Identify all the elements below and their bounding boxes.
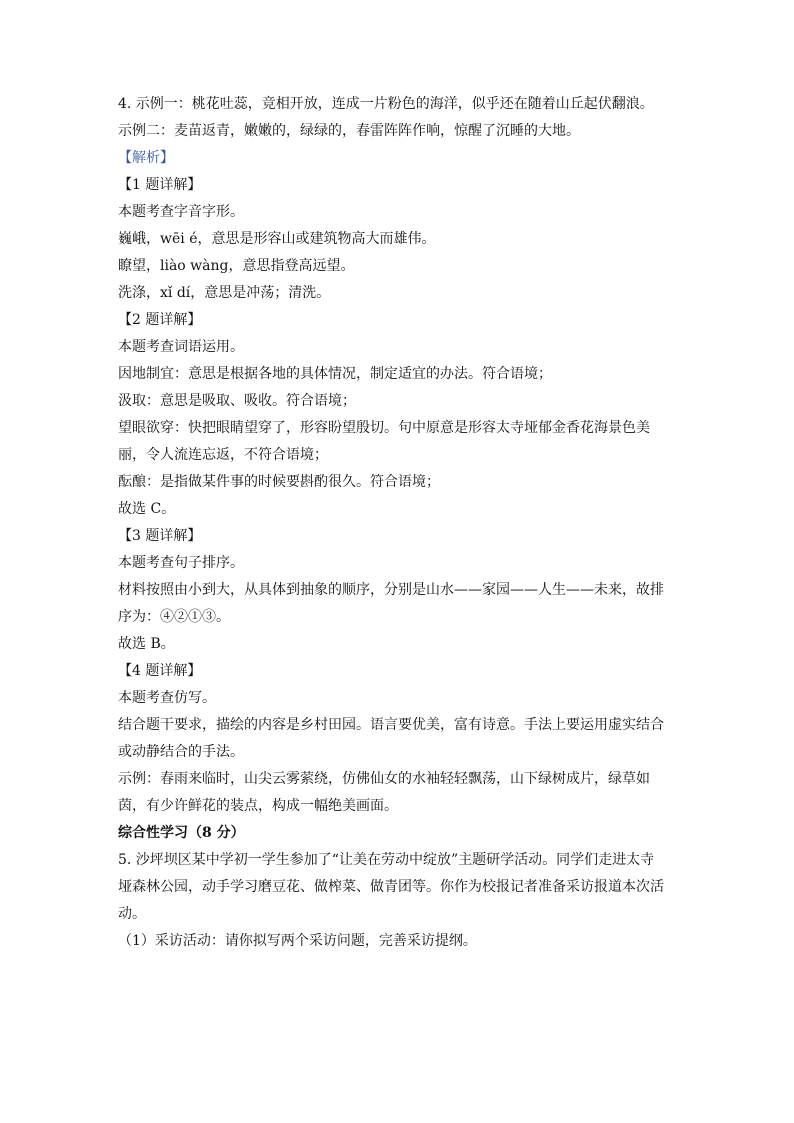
part1-heading: 【1 题详解】: [118, 177, 202, 193]
part4-intro: 本题考查仿写。: [118, 690, 216, 706]
part3-item: 故选 B。: [118, 636, 175, 652]
part2-item: 望眼欲穿：快把眼睛望穿了，形容盼望殷切。句中原意是形容太寺垭郁金香花海景色美: [118, 420, 650, 436]
part3-item: 材料按照由小到大，从具体到抽象的顺序，分别是山水——家园——人生——未来，故排: [118, 582, 664, 598]
part2-item: 酝酿：是指做某件事的时候要斟酌很久。符合语境；: [118, 474, 440, 490]
part3-heading: 【3 题详解】: [118, 528, 202, 544]
part3-intro: 本题考查句子排序。: [118, 555, 244, 571]
part2-item: 故选 C。: [118, 501, 176, 517]
part2-intro: 本题考查词语运用。: [118, 339, 244, 355]
part4-item: 或动静结合的手法。: [118, 744, 244, 760]
part1-item: 瞭望，liào wàng，意思指登高远望。: [118, 258, 355, 274]
part2-item: 因地制宜：意思是根据各地的具体情况，制定适宜的办法。符合语境；: [118, 366, 552, 382]
part4-item: 结合题干要求，描绘的内容是乡村田园。语言要优美，富有诗意。手法上要运用虚实结合: [118, 717, 664, 733]
q5-line: 5. 沙坪坝区某中学初一学生参加了“让美在劳动中绽放”主题研学活动。同学们走进太寺: [118, 852, 655, 868]
q5-sub1: （1）采访活动：请你拟写两个采访问题，完善采访提纲。: [118, 933, 477, 949]
document-page: [118, 91, 678, 955]
analysis-label: 【解析】: [118, 150, 174, 166]
q4-answer-line-1: 4. 示例一：桃花吐蕊，竞相开放，连成一片粉色的海洋，似乎还在随着山丘起伏翻浪。: [118, 96, 654, 112]
part4-heading: 【4 题详解】: [118, 663, 202, 679]
part1-item: 洗涤，xǐ dí，意思是冲荡；清洗。: [118, 285, 331, 301]
part2-heading: 【2 题详解】: [118, 312, 202, 328]
q5-line: 垭森林公园，动手学习磨豆花、做榨菜、做青团等。你作为校报记者准备采访报道本次活: [118, 879, 664, 895]
part1-item: 巍峨，wēi é，意思是形容山或建筑物高大而雄伟。: [118, 231, 436, 247]
q5-line: 动。: [118, 906, 146, 922]
part2-item: 汲取：意思是吸取、吸收。符合语境；: [118, 393, 356, 409]
section-title: 综合性学习（8 分）: [118, 825, 245, 841]
part1-intro: 本题考查字音字形。: [118, 204, 244, 220]
part4-item: 茵，有少许鲜花的装点，构成一幅绝美画面。: [118, 798, 398, 814]
part3-item: 序为：④②①③。: [118, 609, 230, 625]
part4-item: 示例：春雨来临时，山尖云雾萦绕，仿佛仙女的水袖轻轻飘荡，山下绿树成片，绿草如: [118, 771, 650, 787]
q4-answer-line-2: 示例二：麦苗返青，嫩嫩的，绿绿的，春雷阵阵作响，惊醒了沉睡的大地。: [118, 123, 580, 139]
part2-item: 丽，令人流连忘返，不符合语境；: [118, 447, 328, 463]
